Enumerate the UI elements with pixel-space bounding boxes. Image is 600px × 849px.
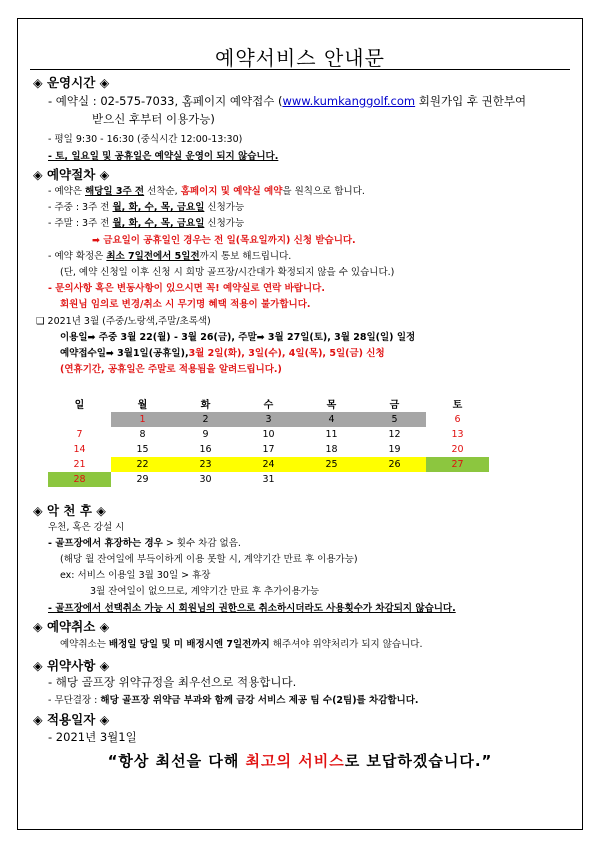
calendar-day: 20 — [451, 444, 464, 455]
calendar-day: 3 — [237, 412, 300, 427]
calendar-day: 24 — [237, 457, 300, 472]
calendar-day: 10 — [262, 429, 275, 440]
section-effective-heading: ◈ 적용일자 ◈ — [33, 712, 110, 727]
weather-cancel-rule: - 골프장에서 선택취소 가능 시 회원님의 권한으로 취소하시더라도 사용횟수가 차감되지 않습니다. — [48, 603, 456, 614]
calendar-day: 16 — [199, 444, 212, 455]
march-calendar — [48, 394, 489, 487]
calendar-day: 13 — [451, 429, 464, 440]
effective-date: - 2021년 3월1일 — [48, 730, 137, 744]
calendar-day: 21 — [73, 459, 86, 470]
calendar-day: 6 — [454, 414, 461, 425]
weather-condition: 우천, 혹은 강설 시 — [48, 522, 125, 533]
day-header: 수 — [263, 399, 274, 411]
homepage-link[interactable]: www.kumkanggolf.com — [282, 94, 416, 108]
procedure-weekend: - 주말 : 3주 전 월, 화, 수, 목, 금요일 신청가능 — [48, 218, 245, 229]
calendar-day: 11 — [325, 429, 338, 440]
weather-closed-note: (해당 월 잔여일에 부득이하게 이용 못할 시, 계약기간 만료 후 이용가능) — [60, 554, 358, 565]
penalty-rule: - 해당 골프장 위약규정을 최우선으로 적용합니다. — [48, 675, 297, 689]
calendar-day — [300, 472, 363, 487]
page-title: 예약서비스 안내문 — [215, 46, 385, 70]
calendar-day: 18 — [325, 444, 338, 455]
schedule-holiday-note: (연휴기간, 공휴일은 주말로 적용됨을 알려드립니다.) — [60, 364, 282, 375]
weather-example-note: 3월 잔여일이 없으므로, 계약기간 만료 후 추가이용가능 — [90, 586, 320, 597]
calendar-day — [48, 412, 111, 427]
hours-weekday: - 평일 9:30 - 16:30 (중식시간 12:00-13:30) — [48, 134, 243, 145]
calendar-day: 23 — [174, 457, 237, 472]
hours-closed-notice: - 토, 일요일 및 공휴일은 예약실 운영이 되지 않습니다. — [48, 151, 279, 162]
schedule-title: ❑ 2021년 3월 (주중/노랑색,주말/초록색) — [36, 316, 211, 327]
calendar-day: 30 — [199, 474, 212, 485]
procedure-rule: - 예약은 해당일 3주 전 선착순, 홈페이지 및 예약실 예약을 원칙으로 합니다. — [48, 186, 365, 197]
calendar-week — [48, 442, 489, 457]
procedure-confirm-note: (단, 예약 신청일 이후 신청 시 희망 골프장/시간대가 확정되지 않을 수 있습니다.) — [60, 267, 395, 278]
section-penalty-heading: ◈ 위약사항 ◈ — [33, 658, 110, 673]
calendar-week — [48, 412, 489, 427]
calendar-day: 4 — [300, 412, 363, 427]
cancel-rule: 예약취소는 배정일 당일 및 미 배정시엔 7일전까지 해주셔야 위약처리가 되지 않습니다. — [60, 639, 423, 650]
section-hours-heading: ◈ 운영시간 ◈ — [33, 75, 110, 90]
calendar-week — [48, 457, 489, 472]
calendar-day: 27 — [426, 457, 489, 472]
calendar-day: 17 — [262, 444, 275, 455]
calendar-day: 29 — [136, 474, 149, 485]
section-procedure-heading: ◈ 예약절차 ◈ — [33, 167, 110, 182]
hours-phone-line: - 예약실 : 02-575-7033, 홈페이지 예약접수 (www.kumkanggolf.com 회원가입 후 권한부여 — [48, 94, 527, 108]
calendar-header-row — [48, 394, 489, 412]
weather-closed-rule: - 골프장에서 휴장하는 경우 > 횟수 차감 없음. — [48, 538, 241, 549]
hours-phone-line-2: 받으신 후부터 이용가능) — [92, 112, 215, 126]
penalty-noshow: - 무단결장 : 해당 골프장 위약금 부과와 함께 금강 서비스 제공 팀 수(2팀)를 차감합니다. — [48, 695, 419, 706]
calendar-day: 22 — [111, 457, 174, 472]
calendar-day: 8 — [139, 429, 146, 440]
calendar-day: 9 — [202, 429, 209, 440]
weather-example: ex: 서비스 이용일 3월 30일 > 휴장 — [60, 570, 211, 581]
calendar-day: 12 — [388, 429, 401, 440]
procedure-confirm: - 예약 확정은 최소 7일전에서 5일전까지 통보 해드립니다. — [48, 251, 292, 262]
procedure-holiday-note: ➡ 금요일이 공휴일인 경우는 전 일(목요일까지) 신청 받습니다. — [92, 235, 356, 246]
calendar-day: 25 — [300, 457, 363, 472]
section-weather-heading: ◈ 악 천 후 ◈ — [33, 503, 106, 518]
day-header: 토 — [452, 399, 463, 411]
title-divider — [30, 69, 570, 70]
calendar-day — [426, 472, 489, 487]
calendar-day: 1 — [111, 412, 174, 427]
procedure-change-notice: 회원님 임의로 변경/취소 시 무기명 혜택 적용이 불가합니다. — [60, 299, 311, 310]
calendar-day: 31 — [262, 474, 275, 485]
calendar-day: 26 — [363, 457, 426, 472]
day-header: 목 — [326, 399, 337, 411]
section-cancel-heading: ◈ 예약취소 ◈ — [33, 619, 110, 634]
calendar-day: 19 — [388, 444, 401, 455]
schedule-usage-dates: 이용일➡ 주중 3월 22(월) - 3월 26(금), 주말➡ 3월 27일(토), 3월 28일(일) 일정 — [60, 332, 416, 343]
calendar-day: 15 — [136, 444, 149, 455]
day-header: 월 — [137, 399, 148, 411]
closing-quote: “항상 최선을 다해 최고의 서비스로 보답하겠습니다.” — [107, 752, 493, 770]
day-header: 일 — [74, 399, 85, 411]
calendar-day: 5 — [363, 412, 426, 427]
calendar-day: 14 — [73, 444, 86, 455]
calendar-week — [48, 427, 489, 442]
procedure-weekday: - 주중 : 3주 전 월, 화, 수, 목, 금요일 신청가능 — [48, 202, 245, 213]
procedure-contact-notice: - 문의사항 혹은 변동사항이 있으시면 꼭! 예약실로 연락 바랍니다. — [48, 283, 325, 294]
calendar-day: 7 — [76, 429, 83, 440]
calendar-day — [363, 472, 426, 487]
day-header: 금 — [389, 399, 400, 411]
schedule-booking-dates: 예약접수일➡ 3월1일(공휴일),3월 2일(화), 3일(수), 4일(목), 5일(금) 신청 — [60, 348, 385, 359]
calendar-day: 2 — [174, 412, 237, 427]
calendar-day: 28 — [48, 472, 111, 487]
calendar-week — [48, 472, 489, 487]
day-header: 화 — [200, 399, 211, 411]
